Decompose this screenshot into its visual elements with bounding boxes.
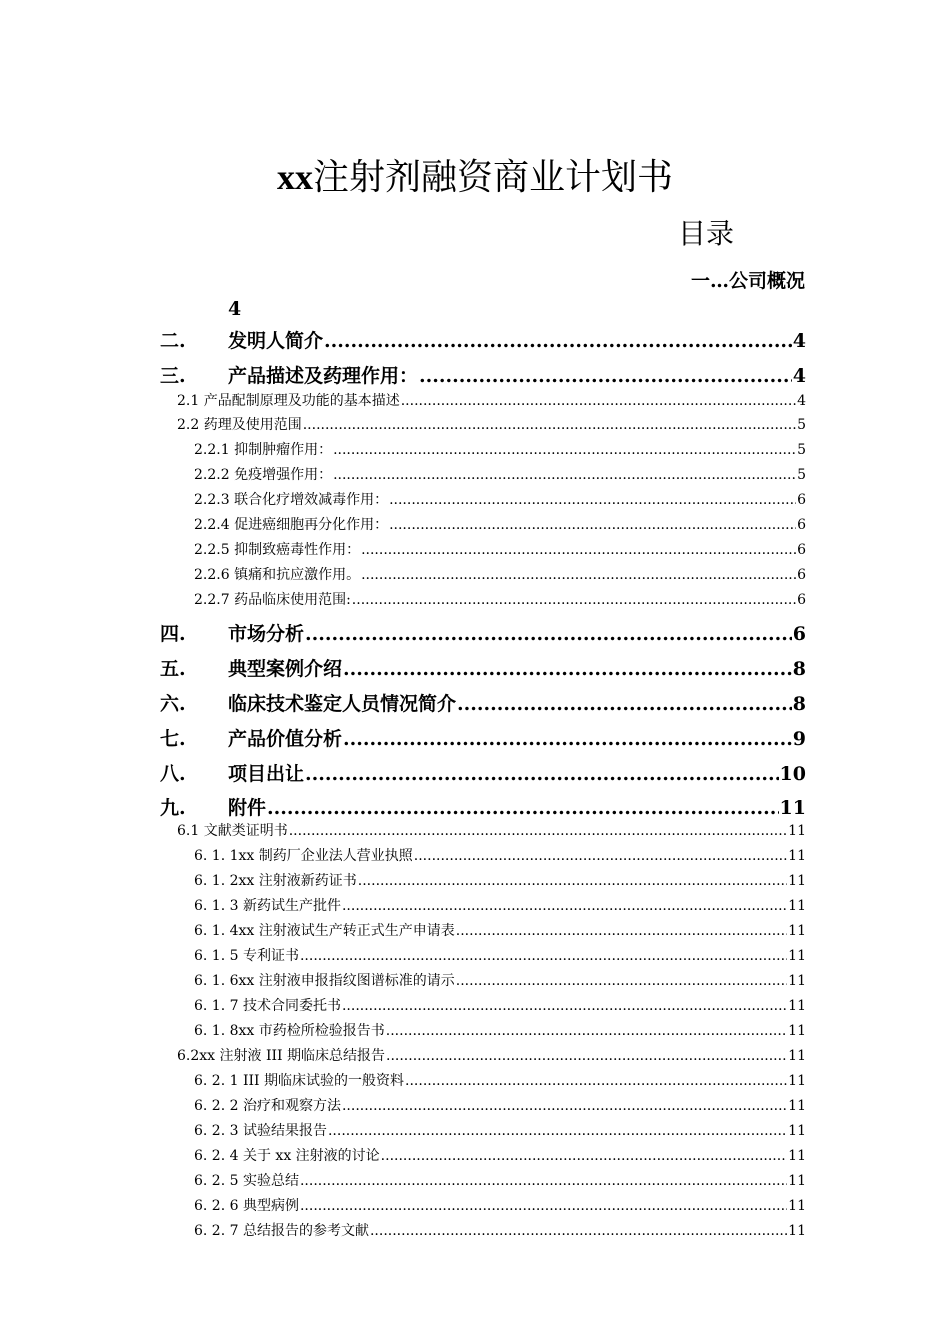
toc-entry-page-number: 11	[788, 998, 806, 1014]
toc-entry-leader	[342, 995, 787, 1017]
toc-entry-page-number: 11	[788, 1148, 806, 1164]
toc-entry[interactable]	[194, 564, 806, 586]
toc-entry-leader	[456, 920, 787, 942]
toc-entry[interactable]	[160, 689, 806, 719]
toc-entry-text: 2.2.6 镇痛和抗应激作用。	[194, 567, 361, 583]
toc-entry-number: 七.	[160, 728, 186, 750]
toc-entry[interactable]	[194, 895, 806, 917]
toc-entry-text: 6. 2. 7 总结报告的参考文献	[194, 1223, 369, 1239]
toc-entry-page-number: 11	[788, 848, 806, 864]
toc-entry-page-number: 11	[788, 923, 806, 939]
toc-entry-text: 产品描述及药理作用：	[228, 365, 419, 387]
toc-entry[interactable]	[194, 1170, 806, 1192]
toc-entry[interactable]	[194, 920, 806, 942]
toc-entry-text: 项目出让	[228, 763, 305, 785]
toc-entry-page-number: 11	[788, 898, 806, 914]
toc-entry-page-number: 6	[797, 517, 806, 533]
toc-entry-text: 附件	[228, 797, 267, 819]
toc-entry-page-number: 11	[788, 873, 806, 889]
toc-entry-page-number: 6	[797, 492, 806, 508]
toc-entry-page-number: 11	[788, 948, 806, 964]
toc-entry[interactable]	[194, 995, 806, 1017]
toc-entry-text: 2.2.5 抑制致癌毒性作用：	[194, 542, 361, 558]
toc-entry-leader	[456, 970, 787, 992]
toc-entry[interactable]	[194, 514, 806, 536]
toc-entry-leader	[267, 793, 779, 823]
toc-entry-text: 6.1 文献类证明书	[177, 823, 288, 839]
toc-entry[interactable]	[160, 326, 806, 356]
toc-entry-page-number: 4	[797, 393, 806, 409]
toc-entry-page-number: 4	[792, 365, 806, 387]
toc-entry-text: 发明人简介	[228, 330, 324, 352]
toc-entry[interactable]	[160, 654, 806, 684]
toc-entry[interactable]	[194, 589, 806, 611]
toc-entry-leader	[401, 390, 796, 412]
toc-entry-leader	[289, 820, 787, 842]
toc-entry-page-number: 5	[797, 442, 806, 458]
toc-entry[interactable]	[194, 1095, 806, 1117]
toc-entry-text: 6. 2. 2 治疗和观察方法	[194, 1098, 341, 1114]
toc-entry-leader	[305, 759, 779, 789]
toc-entry-text: 6. 2. 5 实验总结	[194, 1173, 299, 1189]
toc-entry-leader	[305, 619, 792, 649]
toc-entry[interactable]	[160, 619, 806, 649]
toc-entry-number: 二.	[160, 330, 186, 352]
toc-entry-page-number: 11	[788, 1098, 806, 1114]
toc-entry[interactable]	[194, 489, 806, 511]
toc-entry[interactable]	[194, 1145, 806, 1167]
toc-entry-page-number: 11	[788, 1173, 806, 1189]
document-title-latin: xx	[276, 157, 313, 197]
toc-entry[interactable]	[194, 945, 806, 967]
toc-entry-leader	[361, 564, 796, 586]
toc-entry-leader	[300, 945, 787, 967]
toc-entry-leader	[333, 464, 796, 486]
toc-entry-number: 六.	[160, 693, 186, 715]
toc-heading: 目录	[678, 217, 735, 250]
toc-entry-leader	[328, 1120, 787, 1142]
toc-entry-leader	[343, 654, 792, 684]
toc-entry[interactable]	[194, 1020, 806, 1042]
toc-entry-page-number: 5	[797, 467, 806, 483]
toc-entry-page-number: 6	[792, 623, 806, 645]
toc-entry-text: 市场分析	[228, 623, 305, 645]
toc-entry-text: 2.2 药理及使用范围	[177, 417, 302, 433]
toc-entry-leader	[342, 895, 787, 917]
toc-entry-page-number: 10	[779, 763, 806, 785]
toc-entry-text: 2.2.7 药品临床使用范围:	[194, 592, 351, 608]
toc-entry-leader	[300, 1195, 787, 1217]
toc-entry[interactable]	[194, 970, 806, 992]
toc-entry-text: 6. 2. 1 III 期临床试验的一般资料	[194, 1073, 405, 1089]
toc-entry[interactable]	[177, 390, 806, 412]
toc-entry-text: 2.2.1 抑制肿瘤作用：	[194, 442, 333, 458]
toc-entry-text: 6. 2. 3 试验结果报告	[194, 1123, 327, 1139]
toc-entry-text: 6. 1. 5 专利证书	[194, 948, 299, 964]
toc-entry-page-number: 11	[788, 1123, 806, 1139]
toc-entry-page-number: 11	[788, 1073, 806, 1089]
toc-entry-text: 6. 1. 8xx 市药检所检验报告书	[194, 1023, 385, 1039]
toc-entry-text: 6.2xx 注射液 III 期临床总结报告	[177, 1048, 385, 1064]
toc-entry[interactable]	[177, 414, 806, 436]
toc-entry[interactable]	[160, 793, 806, 823]
toc-entry-leader	[358, 870, 787, 892]
toc-entry-leader	[389, 514, 796, 536]
toc-entry[interactable]	[194, 539, 806, 561]
toc-entry-leader	[352, 589, 796, 611]
toc-entry-text: 2.1 产品配制原理及功能的基本描述	[177, 393, 400, 409]
toc-entry[interactable]	[160, 724, 806, 754]
toc-entry-page-number: 11	[788, 1223, 806, 1239]
toc-entry-page-number: 9	[792, 728, 806, 750]
toc-entry[interactable]	[194, 464, 806, 486]
document-title-cjk: 注射剂融资商业计划书	[312, 157, 673, 198]
toc-entry-page-number: 11	[788, 973, 806, 989]
toc-entry-text: 6. 2. 6 典型病例	[194, 1198, 299, 1214]
toc-entry-leader	[457, 689, 792, 719]
toc-entry-page-number: 6	[797, 592, 806, 608]
toc-entry[interactable]	[194, 845, 806, 867]
toc-entry-page-number: 11	[788, 1023, 806, 1039]
toc-entry-leader	[386, 1020, 787, 1042]
toc-entry-first-page: 4	[228, 298, 242, 320]
toc-entry-leader	[419, 361, 792, 391]
toc-entry-leader	[405, 1070, 787, 1092]
toc-entry-text: 临床技术鉴定人员情况简介	[228, 693, 457, 715]
toc-entry-number: 九.	[160, 797, 186, 819]
toc-entry-leader	[324, 326, 792, 356]
toc-entry[interactable]	[194, 1220, 806, 1242]
toc-entry[interactable]	[194, 439, 806, 461]
toc-entry-first[interactable]: 一…公司概况	[690, 270, 805, 292]
toc-entry-number: 八.	[160, 763, 186, 785]
toc-entry-leader	[303, 414, 796, 436]
toc-entry-number: 三.	[160, 365, 186, 387]
toc-entry-leader	[414, 845, 787, 867]
toc-entry[interactable]	[160, 759, 806, 789]
toc-entry-leader	[381, 1145, 788, 1167]
toc-entry-leader	[342, 1095, 787, 1117]
toc-entry[interactable]	[194, 1195, 806, 1217]
toc-entry-leader	[361, 539, 796, 561]
toc-entry-leader	[343, 724, 792, 754]
toc-entry[interactable]	[194, 870, 806, 892]
toc-entry-page-number: 11	[788, 1198, 806, 1214]
toc-entry-leader	[333, 439, 796, 461]
toc-entry-text: 6. 1. 7 技术合同委托书	[194, 998, 341, 1014]
toc-entry-page-number: 5	[797, 417, 806, 433]
toc-entry-text: 2.2.2 免疫增强作用：	[194, 467, 333, 483]
toc-entry-text: 产品价值分析	[228, 728, 343, 750]
toc-entry[interactable]	[194, 1120, 806, 1142]
toc-entry-text: 6. 1. 1xx 制药厂企业法人营业执照	[194, 848, 413, 864]
toc-entry-leader	[386, 1045, 787, 1067]
toc-entry-page-number: 11	[788, 1048, 806, 1064]
toc-entry[interactable]	[160, 361, 806, 391]
toc-entry-number: 四.	[160, 623, 186, 645]
toc-entry-page-number: 8	[792, 693, 806, 715]
toc-entry-page-number: 6	[797, 542, 806, 558]
toc-entry-text: 2.2.4 促进癌细胞再分化作用：	[194, 517, 389, 533]
toc-entry-leader	[300, 1170, 787, 1192]
toc-entry-text: 6. 1. 4xx 注射液试生产转正式生产申请表	[194, 923, 455, 939]
toc-entry-page-number: 8	[792, 658, 806, 680]
toc-entry-text: 6. 1. 6xx 注射液申报指纹图谱标准的请示	[194, 973, 455, 989]
toc-entry[interactable]	[194, 1070, 806, 1092]
toc-entry-text: 6. 1. 3 新药试生产批件	[194, 898, 341, 914]
toc-entry-number: 五.	[160, 658, 186, 680]
toc-entry[interactable]	[177, 820, 806, 842]
toc-entry-text: 典型案例介绍	[228, 658, 343, 680]
toc-entry-page-number: 4	[792, 330, 806, 352]
toc-entry-page-number: 11	[779, 797, 806, 819]
toc-entry-leader	[389, 489, 796, 511]
toc-entry[interactable]	[177, 1045, 806, 1067]
toc-entry-text: 6. 1. 2xx 注射液新药证书	[194, 873, 357, 889]
toc-entry-page-number: 6	[797, 567, 806, 583]
toc-entry-text: 6. 2. 4 关于 xx 注射液的讨论	[194, 1148, 380, 1164]
toc-entry-leader	[370, 1220, 787, 1242]
toc-entry-page-number: 11	[788, 823, 806, 839]
toc-entry-text: 2.2.3 联合化疗增效减毒作用：	[194, 492, 389, 508]
document-title	[0, 150, 950, 205]
